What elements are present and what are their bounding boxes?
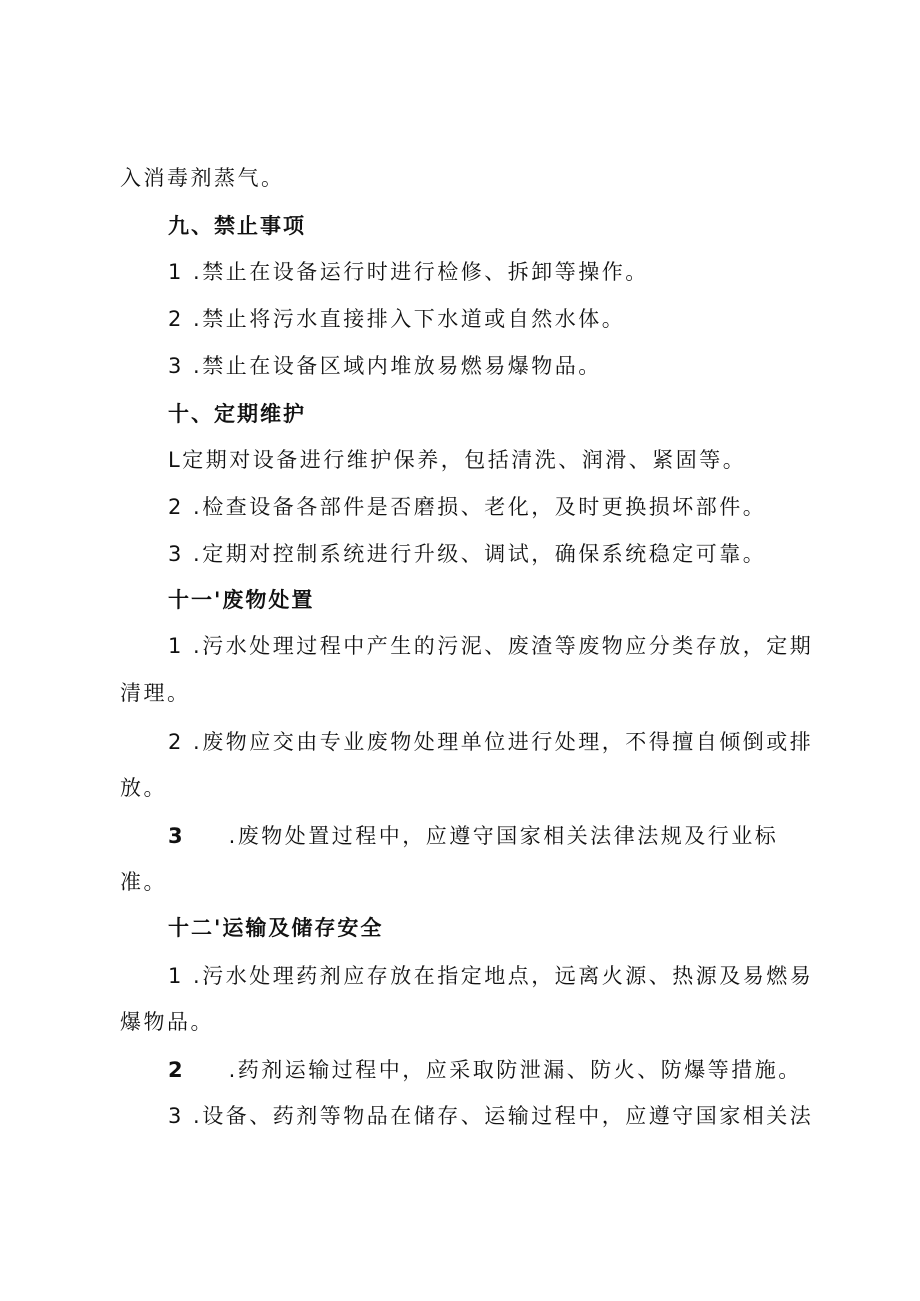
item-10-3: 3 .定期对控制系统进行升级、调试，确保系统稳定可靠。 bbox=[168, 542, 767, 566]
item-11-2-line-2: 放。 bbox=[120, 776, 167, 800]
section-heading-12: 十二'运输及储存安全 bbox=[168, 916, 384, 940]
item-12-3-line-1: 3 .设备、药剂等物品在储存、运输过程中，应遵守国家相关法 bbox=[168, 1104, 814, 1128]
item-11-1-line-2: 清理。 bbox=[120, 681, 191, 705]
section-heading-11: 十一'废物处置 bbox=[168, 588, 315, 612]
item-10-1: L定期对设备进行维护保养，包括清洗、润滑、紧固等。 bbox=[168, 448, 747, 472]
item-11-1-line-1: 1 .污水处理过程中产生的污泥、废渣等废物应分类存放，定期 bbox=[168, 634, 814, 658]
item-11-3-text: .废物处置过程中，应遵守国家相关法律法规及行业标 bbox=[228, 824, 779, 848]
section-heading-9: 九、禁止事项 bbox=[168, 214, 306, 238]
continuation-line: 入消毒剂蒸气。 bbox=[120, 166, 285, 190]
item-12-2 bbox=[168, 1056, 802, 1084]
item-12-2-number: 2 bbox=[168, 1058, 183, 1082]
item-9-1: 1 .禁止在设备运行时进行检修、拆卸等操作。 bbox=[168, 260, 649, 284]
item-10-2: 2 .检查设备各部件是否磨损、老化，及时更换损坏部件。 bbox=[168, 495, 767, 519]
item-11-3-line-1 bbox=[168, 822, 778, 850]
item-12-1-line-2: 爆物品。 bbox=[120, 1010, 214, 1034]
item-11-3-number: 3 bbox=[168, 824, 183, 848]
item-9-2: 2 .禁止将污水直接排入下水道或自然水体。 bbox=[168, 307, 626, 331]
item-11-3-line-2: 准。 bbox=[120, 870, 167, 894]
item-12-1-line-1: 1 .污水处理药剂应存放在指定地点，远离火源、热源及易燃易 bbox=[168, 964, 814, 988]
item-11-2-line-1: 2 .废物应交由专业废物处理单位进行处理，不得擅自倾倒或排 bbox=[168, 730, 814, 754]
item-9-3: 3 .禁止在设备区域内堆放易燃易爆物品。 bbox=[168, 354, 602, 378]
item-12-2-text: .药剂运输过程中，应采取防泄漏、防火、防爆等措施。 bbox=[228, 1058, 802, 1082]
section-heading-10: 十、定期维护 bbox=[168, 402, 306, 426]
